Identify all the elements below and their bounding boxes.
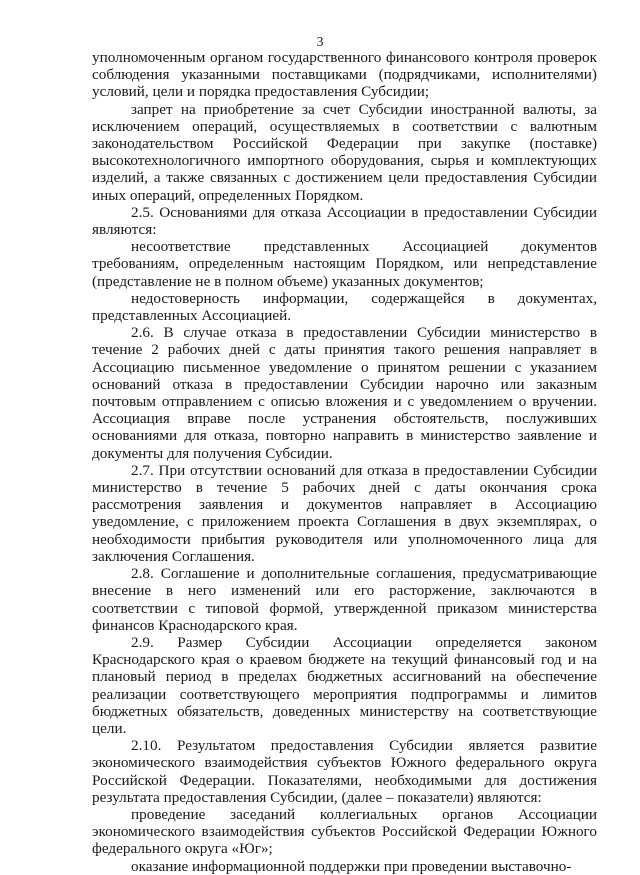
paragraph: 2.10. Результатом предоставления Субсидии является развитие экономического взаимодействия субъектов Южного федерального округа Российской Федерации. Показателями, необходимыми для достижения результата предоставления Субсидии, (далее – показатели) являются: (92, 737, 597, 806)
paragraph: проведение заседаний коллегиальных органов Ассоциации экономического взаимодействия субъектов Российской Федерации Южного федерального округа «Юг»; (92, 805, 597, 858)
page-number: 3 (316, 35, 324, 50)
paragraph: 2.9. Размер Субсидии Ассоциации определяется законом Краснодарского края о краевом бюджете на текущий финансовый год и на плановый период в пределах бюджетных ассигнований на обеспечение реализации соответствующего мероприятия подпрограммы и лимитов бюджетных обязательств, доведенных министерству на соответствующие цели. (92, 633, 597, 737)
paragraph: оказание информационной поддержки при проведении выставочно- (131, 857, 572, 875)
body-text (92, 49, 597, 875)
paragraph: несоответствие представленных Ассоциацией документов требованиям, определенным настоящим Порядком, или непредставление (представление не в полном объеме) указанных документов; (92, 238, 597, 290)
paragraph: уполномоченным органом государственного финансового контроля проверок соблюдения указанными поставщиками (подрядчиками, исполнителями) условий, цели и порядка предоставления Субсидии; (92, 49, 597, 101)
paragraph: запрет на приобретение за счет Субсидии иностранной валюты, за исключением операций, осуществляемых в соответствии с валютным законодательством Российской Федерации при закупке (поставке) высокотехнологичного импортного оборудования, сырья и комплектующих изделий, а также связанных с достижением цели предоставления Субсидии иных операций, определенных Порядком. (92, 100, 597, 204)
paragraph: 2.5. Основаниями для отказа Ассоциации в предоставлении Субсидии являются: (92, 203, 597, 239)
paragraph: 2.8. Соглашение и дополнительные соглашения, предусматривающие внесение в него изменений или его расторжение, заключаются в соответствии с типовой формой, утвержденной приказом министерства финансов Краснодарского края. (92, 565, 597, 634)
paragraph: 2.7. При отсутствии оснований для отказа в предоставлении Субсидии министерство в течение 5 рабочих дней с даты окончания срока рассмотрения заявления и документов направляет в Ассоциацию уведомление, с приложением проекта Соглашения в двух экземплярах, о необходимости прибытия руководителя или уполномоченного лица для заключения Соглашения. (92, 461, 597, 565)
paragraph: 2.6. В случае отказа в предоставлении Субсидии министерство в течение 2 рабочих дней с даты принятия такого решения направляет в Ассоциацию письменное уведомление о принятом решении с указанием оснований отказа в предоставлении Субсидии нарочно или заказным почтовым отправлением с описью вложения и с уведомлением о вручении. Ассоциация вправе после устранения обстоятельств, послуживших основаниями для отказа, повторно направить в министерство заявление и документы для получения Субсидии. (92, 324, 597, 462)
paragraph: недостоверность информации, содержащейся в документах, представленных Ассоциацией. (92, 289, 597, 325)
